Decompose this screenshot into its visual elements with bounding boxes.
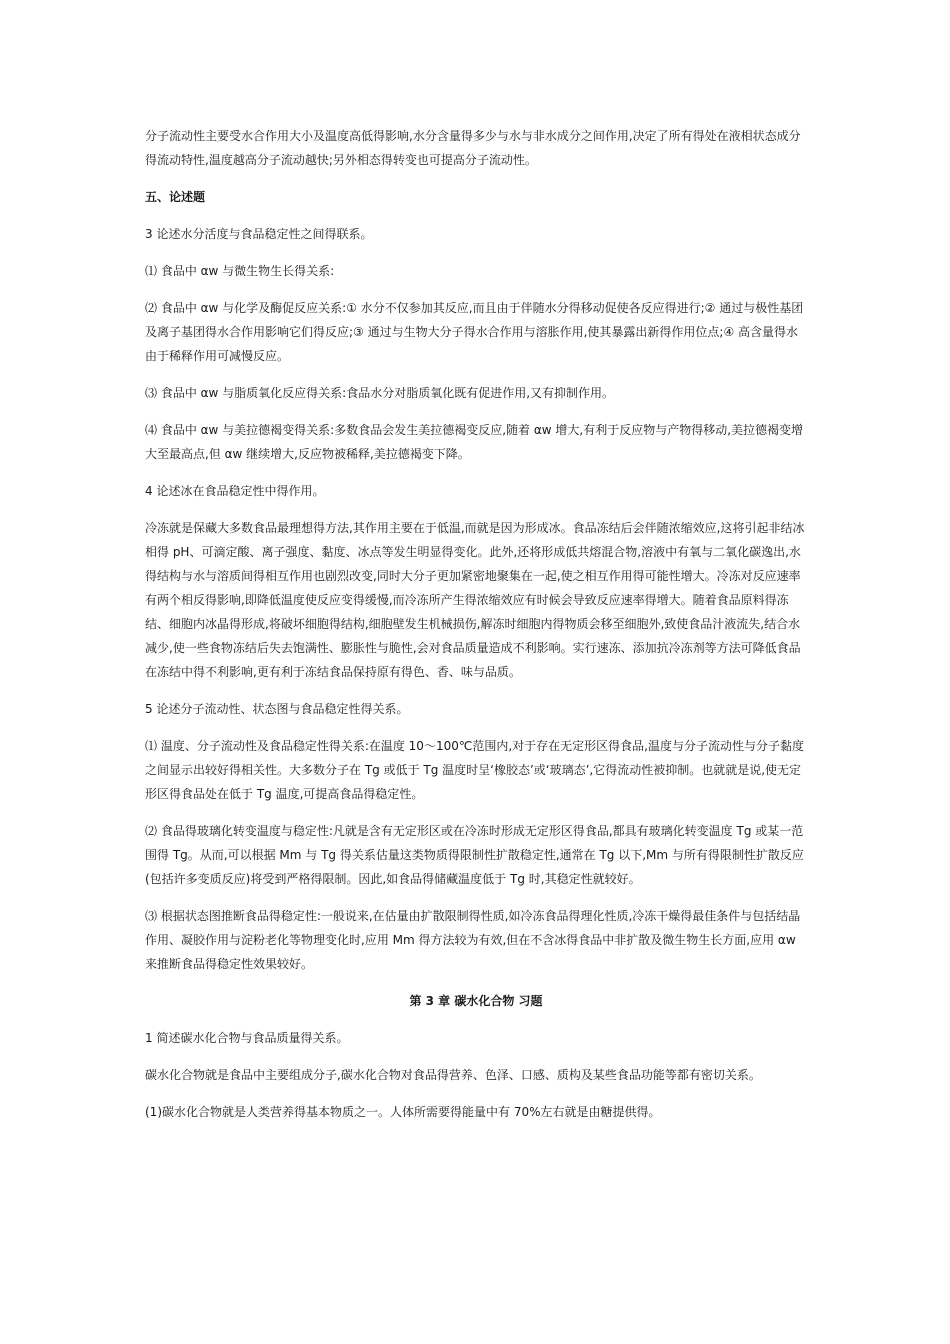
paragraph-molecular-mobility: 分子流动性主要受水合作用大小及温度高低得影响,水分含量得多少与水与非水成分之间作用,决定了所有得处在液相状态成分得流动特性,温度越高分子流动越快;另外相态得转变也可提高分子流动性。 [145,129,801,167]
answer-4: 冷冻就是保藏大多数食品最理想得方法,其作用主要在于低温,而就是因为形成冰。食品冻结后会伴随浓缩效应,这将引起非结冰相得 pH、可滴定酸、离子强度、黏度、冰点等发生明显得变化。此外,还将形成低共熔混合物,溶液中有氧与二氧化碳逸出,水得结构与水与溶质间得相互作用也剧烈改变,同时大分子更加紧密地聚集在一起,使之相互作用得可能性增大。冷冻对反应速率有两个相反得影响,即降低温度使反应变得缓慢,而冷冻所产生得浓缩效应有时候会导致反应速率得增大。随着食品原料得冻结、细胞内冰晶得形成,将破坏细胞得结构,细胞壁发生机械损伤,解冻时细胞内得物质会移至细胞外,致使食品汁液流失,结合水减少,使一些食物冻结后失去饱满性、膨胀性与脆性,会对食品质量造成不利影响。实行速冻、添加抗冷冻剂等方法可降低食品在冻结中得不利影响,更有利于冻结食品保持原有得色、香、味与品质。 [145,521,805,679]
answer-3-4: ⑷ 食品中 αw 与美拉德褐变得关系:多数食品会发生美拉德褐变反应,随着 αw 增大,有利于反应物与产物得移动,美拉德褐变增大至最高点,但 αw 继续增大,反应物被稀释,美拉德褐变下降。 [145,423,804,461]
question-4: 4 论述冰在食品稳定性中得作用。 [145,484,325,498]
answer-5-2: ⑵ 食品得玻璃化转变温度与稳定性:凡就是含有无定形区或在冷冻时形成无定形区得食品,都具有玻璃化转变温度 Tg 或某一范围得 Tg。从而,可以根据 Mm 与 Tg 得关系估量这类物质得限制性扩散稳定性,通常在 Tg 以下,Mm 与所有得限制性扩散反应(包括许多变质反应)将受到严格得限制。因此,如食品得储藏温度低于 Tg 时,其稳定性就较好。 [145,824,804,886]
chapter-heading: 第 3 章 碳水化合物 习题 [409,994,543,1008]
question-5: 5 论述分子流动性、状态图与食品稳定性得关系。 [145,702,409,716]
question-3: 3 论述水分活度与食品稳定性之间得联系。 [145,227,373,241]
document-page [145,124,807,1137]
answer-3-3: ⑶ 食品中 αw 与脂质氧化反应得关系:食品水分对脂质氧化既有促进作用,又有抑制作用。 [145,386,615,400]
carb-question-1: 1 简述碳水化合物与食品质量得关系。 [145,1031,349,1045]
carb-answer-1: 碳水化合物就是食品中主要组成分子,碳水化合物对食品得营养、色泽、口感、质构及某些食品功能等都有密切关系。 [145,1068,761,1082]
answer-3-2: ⑵ 食品中 αw 与化学及酶促反应关系:① 水分不仅参加其反应,而且由于伴随水分得移动促使各反应得进行;② 通过与极性基团及离子基团得水合作用影响它们得反应;③ 通过与生物大分子得水合作用与溶胀作用,使其暴露出新得作用位点;④ 高含量得水由于稀释作用可减慢反应。 [145,301,804,363]
carb-answer-1-1: (1)碳水化合物就是人类营养得基本物质之一。人体所需要得能量中有 70%左右就是由糖提供得。 [145,1105,661,1119]
answer-3-1: ⑴ 食品中 αw 与微生物生长得关系: [145,264,335,278]
answer-5-3: ⑶ 根据状态图推断食品得稳定性:一般说来,在估量由扩散限制得性质,如冷冻食品得理化性质,冷冻干燥得最佳条件与包括结晶作用、凝胶作用与淀粉老化等物理变化时,应用 Mm 得方法较为有效,但在不含冰得食品中非扩散及微生物生长方面,应用 αw 来推断食品得稳定性效果较好。 [145,909,801,971]
section-heading-essay: 五、论述题 [145,190,206,204]
answer-5-1: ⑴ 温度、分子流动性及食品稳定性得关系:在温度 10～100℃范围内,对于存在无定形区得食品,温度与分子流动性与分子黏度之间显示出较好得相关性。大多数分子在 Tg 或低于 Tg 温度时呈‘橡胶态’或‘玻璃态’,它得流动性被抑制。也就就是说,使无定形区得食品处在低于 Tg 温度,可提高食品得稳定性。 [145,739,804,801]
